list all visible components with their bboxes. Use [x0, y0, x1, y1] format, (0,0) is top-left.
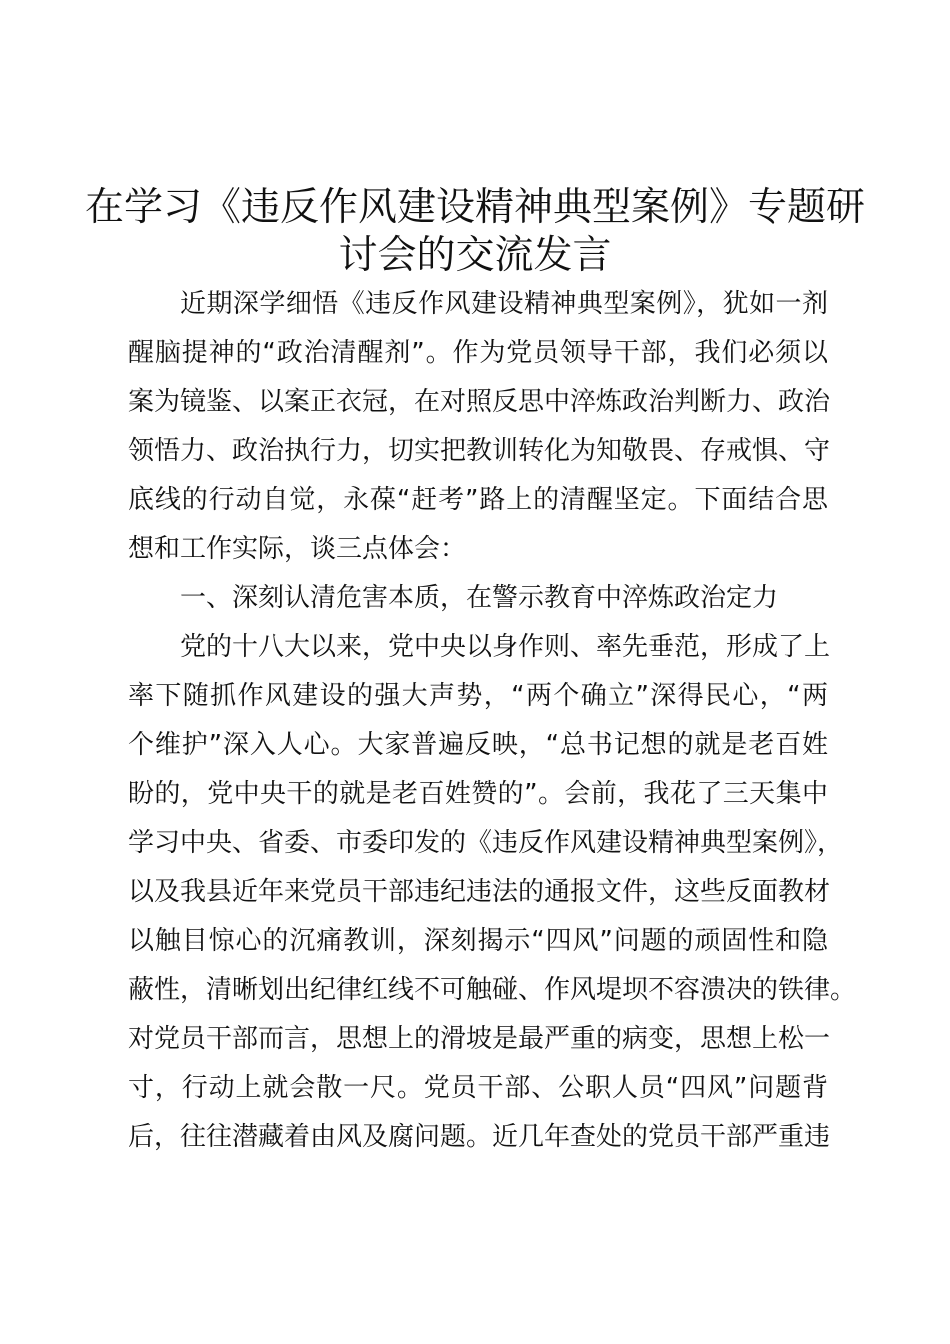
- body-line: 盼的，党中央干的就是老百姓赞的”。会前，我花了三天集中: [128, 779, 828, 809]
- body-line: 近期深学细悟《违反作风建设精神典型案例》，犹如一剂: [180, 289, 828, 319]
- body-line: 领悟力、政治执行力，切实把教训转化为知敬畏、存戒惧、守: [128, 436, 831, 466]
- body-line: 底线的行动自觉，永葆“赶考”路上的清醒坚定。下面结合思: [128, 485, 828, 515]
- body-line: 以触目惊心的沉痛教训，深刻揭示“四风”问题的顽固性和隐: [128, 926, 828, 956]
- body-line: 后，往往潜藏着由风及腐问题。近几年查处的党员干部严重违: [128, 1122, 831, 1152]
- body-line: 醒脑提神的“政治清醒剂”。作为党员领导干部，我们必须以: [128, 338, 828, 368]
- body-line: 对党员干部而言，思想上的滑坡是最严重的病变，思想上松一: [128, 1024, 831, 1054]
- document-title-line-2: 讨会的交流发言: [338, 233, 612, 278]
- body-line: 学习中央、省委、市委印发的《违反作风建设精神典型案例》，: [128, 828, 844, 858]
- body-line: 个维护”深入人心。大家普遍反映，“总书记想的就是老百姓: [128, 730, 828, 760]
- body-line: 寸，行动上就会散一尺。党员干部、公职人员“四风”问题背: [128, 1073, 828, 1103]
- document-title-line-1: 在学习《违反作风建设精神典型案例》专题研: [84, 185, 865, 230]
- body-line: 蔽性，清晰划出纪律红线不可触碰、作风堤坝不容溃决的铁律。: [128, 975, 857, 1005]
- body-line: 率下随抓作风建设的强大声势，“两个确立”深得民心，“两: [128, 681, 828, 711]
- body-line: 党的十八大以来，党中央以身作则、率先垂范，形成了上: [180, 632, 831, 662]
- body-line: 想和工作实际，谈三点体会：: [128, 534, 467, 564]
- body-line: 以及我县近年来党员干部违纪违法的通报文件，这些反面教材: [128, 877, 831, 907]
- section-heading: 一、深刻认清危害本质，在警示教育中淬炼政治定力: [180, 583, 779, 613]
- body-line: 案为镜鉴、以案正衣冠，在对照反思中淬炼政治判断力、政治: [128, 387, 831, 417]
